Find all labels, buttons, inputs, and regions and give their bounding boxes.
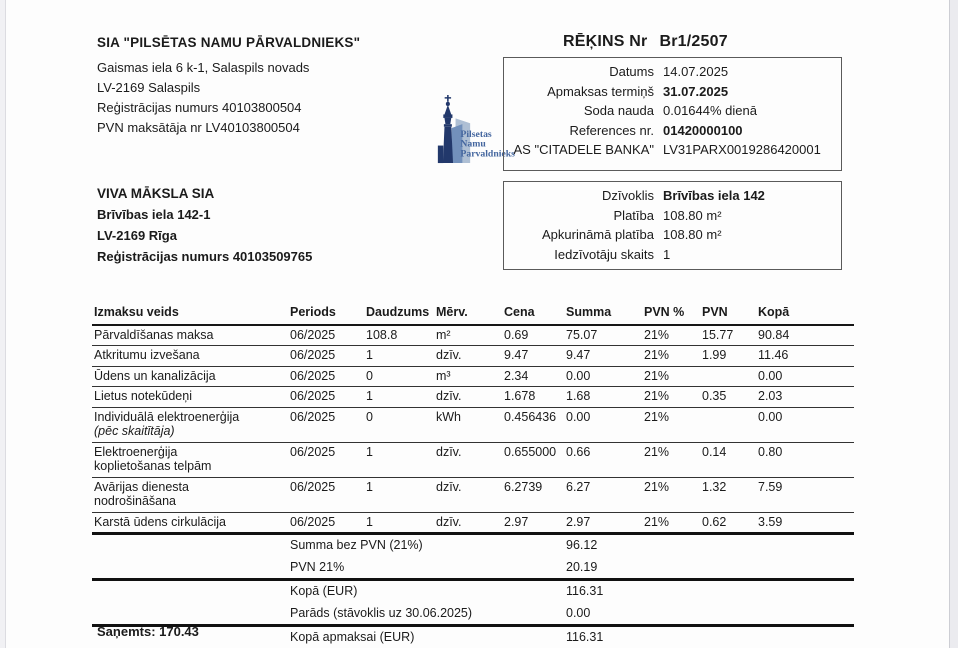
cell-qty: 1 <box>364 477 434 512</box>
table-row <box>92 407 854 442</box>
cell-cena: 2.34 <box>502 366 564 387</box>
charge-name: Karstā ūdens cirkulācija <box>94 514 227 529</box>
col-header-pvn: PVN <box>700 303 756 325</box>
charge-name: Atkritumu izvešana <box>94 348 200 362</box>
detail-value: LV31PARX0019286420001 <box>663 142 821 157</box>
cell-unit: dzīv. <box>434 387 502 408</box>
cell-unit: kWh <box>434 407 502 442</box>
cell-pvn: 1.32 <box>700 477 756 512</box>
customer-name: VIVA MĀKSLA SIA <box>97 186 215 201</box>
table-row <box>92 325 854 346</box>
cell-qty: 108.8 <box>364 325 434 346</box>
detail-row-date <box>504 62 833 82</box>
logo-text-line1: Pilsetas <box>460 128 492 140</box>
total-row-kopa <box>92 580 854 603</box>
charge-name: Avārijas dienesta <box>94 479 189 494</box>
supplier-address-line: Gaismas iela 6 k-1, Salaspils novads <box>97 60 310 75</box>
total-label: Kopā apmaksai (EUR) <box>288 626 564 648</box>
cell-pvn: 1.99 <box>700 346 756 367</box>
cell-kopa: 0.00 <box>756 407 854 442</box>
cell-periods: 06/2025 <box>288 366 364 387</box>
total-value: 20.19 <box>566 559 598 574</box>
cell-cena: 6.2739 <box>502 477 564 512</box>
cell-pvn-pct: 21% <box>642 387 700 408</box>
total-label: PVN 21% <box>290 559 345 574</box>
total-row-payable <box>92 626 854 648</box>
cell-summa: 0.00 <box>564 407 642 442</box>
cell-summa: 75.07 <box>564 325 642 346</box>
supplier-name: SIA "PILSĒTAS NAMU PĀRVALDNIEKS" <box>97 35 361 50</box>
cell-kopa: 0.00 <box>756 366 854 387</box>
charge-name: Individuālā elektroenerģija <box>94 409 240 424</box>
cell-kopa: 2.03 <box>756 387 854 408</box>
cell-pvn-pct: 21% <box>642 366 700 387</box>
property-label: Iedzīvotāju skaits <box>554 246 654 262</box>
property-value: Brīvības iela 142 <box>663 188 765 203</box>
charge-name: Ūdens un kanalizācija <box>94 368 216 383</box>
cell-cena: 2.97 <box>502 512 564 534</box>
total-value: 116.31 <box>564 626 642 648</box>
cell-pvn: 0.14 <box>700 442 756 477</box>
total-label: Summa bez PVN (21%) <box>288 534 564 557</box>
cell-cena: 0.655000 <box>502 442 564 477</box>
cell-periods: 06/2025 <box>288 387 364 408</box>
total-row-debt <box>92 603 854 626</box>
cell-periods: 06/2025 <box>288 442 364 477</box>
cell-periods: 06/2025 <box>288 407 364 442</box>
invoice-number: Br1/2507 <box>659 33 728 50</box>
cell-cena: 0.69 <box>502 325 564 346</box>
col-header-daudzums: Daudzums <box>364 303 434 325</box>
property-row-heated-area <box>504 225 833 245</box>
detail-label: Apmaksas termiņš <box>547 83 654 99</box>
col-header-cena: Cena <box>502 303 564 325</box>
detail-label: Soda nauda <box>583 103 654 118</box>
col-header-periods: Periods <box>288 303 364 325</box>
scan-edge-left <box>0 0 6 648</box>
property-row-area <box>504 206 833 226</box>
cell-pvn-pct: 21% <box>642 407 700 442</box>
property-info-box <box>503 181 842 270</box>
cell-pvn-pct: 21% <box>642 346 700 367</box>
cell-pvn: 15.77 <box>700 325 756 346</box>
invoice-details-box <box>503 57 842 171</box>
total-value: 116.31 <box>564 580 642 603</box>
supplier-reg-number: Reģistrācijas numurs 40103800504 <box>97 100 302 115</box>
cell-unit: m² <box>434 325 502 346</box>
cell-periods: 06/2025 <box>288 325 364 346</box>
cell-kopa: 11.46 <box>756 346 854 367</box>
cell-summa: 0.66 <box>564 442 642 477</box>
detail-value: 01420000100 <box>663 122 743 138</box>
table-row <box>92 512 854 534</box>
total-value: 0.00 <box>566 605 591 620</box>
property-row-apartment <box>504 186 833 206</box>
detail-label: AS "CITADELE BANKA" <box>513 142 654 157</box>
cell-cena: 9.47 <box>502 346 564 367</box>
cell-qty: 1 <box>364 387 434 408</box>
table-row <box>92 477 854 512</box>
cell-unit: dzīv. <box>434 512 502 534</box>
cell-summa: 9.47 <box>564 346 642 367</box>
customer-address-line: Brīvības iela 142-1 <box>97 207 211 222</box>
cell-pvn-pct: 21% <box>642 512 700 534</box>
cell-kopa: 7.59 <box>756 477 854 512</box>
detail-label: Datums <box>609 64 654 79</box>
invoice-title <box>563 33 728 51</box>
cell-pvn <box>700 366 756 387</box>
table-row <box>92 442 854 477</box>
invoice-title-label: RĒĶINS Nr <box>563 33 648 50</box>
customer-address-line: LV-2169 Rīga <box>97 228 177 243</box>
cell-kopa: 3.59 <box>756 512 854 534</box>
cell-qty: 1 <box>364 442 434 477</box>
cell-pvn-pct: 21% <box>642 442 700 477</box>
logo-text-line2: Namu <box>460 138 486 150</box>
cell-pvn-pct: 21% <box>642 325 700 346</box>
cell-kopa: 0.80 <box>756 442 854 477</box>
customer-block <box>97 183 312 267</box>
property-label: Platība <box>613 207 654 223</box>
charge-name-line2: nodrošināšana <box>94 494 177 508</box>
cell-periods: 06/2025 <box>288 346 364 367</box>
cell-periods: 06/2025 <box>288 477 364 512</box>
detail-label: References nr. <box>569 122 654 138</box>
scan-edge-right <box>949 0 958 648</box>
col-header-izmaksu-veids: Izmaksu veids <box>92 303 288 325</box>
property-row-residents <box>504 245 833 265</box>
total-row-subtotal <box>92 534 854 557</box>
property-value: 108.80 m² <box>663 227 722 242</box>
logo-text-line3: Parvaldnieks <box>460 148 515 160</box>
table-header-row <box>92 303 854 325</box>
cell-unit: dzīv. <box>434 346 502 367</box>
detail-row-bank <box>504 140 833 160</box>
cell-summa: 1.68 <box>564 387 642 408</box>
total-label: Kopā (EUR) <box>288 580 564 603</box>
cell-qty: 0 <box>364 366 434 387</box>
cell-pvn: 0.62 <box>700 512 756 534</box>
detail-row-reference <box>504 121 833 141</box>
cell-qty: 0 <box>364 407 434 442</box>
cell-qty: 1 <box>364 346 434 367</box>
property-label: Apkurināmā platība <box>541 227 654 242</box>
cell-qty: 1 <box>364 512 434 534</box>
cell-pvn <box>700 407 756 442</box>
table-row <box>92 366 854 387</box>
col-header-pvn-pct: PVN % <box>642 303 700 325</box>
charge-name-line2: koplietošanas telpām <box>94 459 212 473</box>
cell-periods: 06/2025 <box>288 512 364 534</box>
detail-value: 0.01644% dienā <box>663 103 757 118</box>
cell-summa: 2.97 <box>564 512 642 534</box>
supplier-vat-number: PVN maksātāja nr LV40103800504 <box>97 120 300 135</box>
col-header-kopa: Kopā <box>756 303 854 325</box>
detail-value: 31.07.2025 <box>663 83 729 99</box>
property-label: Dzīvoklis <box>601 188 654 203</box>
cell-pvn: 0.35 <box>700 387 756 408</box>
detail-row-penalty <box>504 101 833 121</box>
charge-name-line2: (pēc skaitītāja) <box>94 424 175 438</box>
table-row <box>92 387 854 408</box>
cell-summa: 6.27 <box>564 477 642 512</box>
cell-kopa: 90.84 <box>756 325 854 346</box>
cell-unit: dzīv. <box>434 477 502 512</box>
cell-unit: m³ <box>434 366 502 387</box>
detail-row-due-date <box>504 82 833 102</box>
supplier-address-line: LV-2169 Salaspils <box>97 80 201 95</box>
cell-summa: 0.00 <box>564 366 642 387</box>
charges-table <box>92 303 854 648</box>
cell-pvn-pct: 21% <box>642 477 700 512</box>
cell-unit: dzīv. <box>434 442 502 477</box>
total-label: Parāds (stāvoklis uz 30.06.2025) <box>290 605 473 620</box>
charge-name: Lietus notekūdeņi <box>94 389 192 403</box>
supplier-block <box>97 33 360 138</box>
total-row-vat <box>92 557 854 580</box>
cell-cena: 1.678 <box>502 387 564 408</box>
customer-reg-number: Reģistrācijas numurs 40103509765 <box>97 249 313 264</box>
property-value: 1 <box>663 246 671 262</box>
col-header-summa: Summa <box>564 303 642 325</box>
cell-cena: 0.456436 <box>502 407 564 442</box>
received-amount: Saņemts: 170.43 <box>97 624 199 639</box>
property-value: 108.80 m² <box>663 207 722 223</box>
charge-name: Pārvaldīšanas maksa <box>94 327 214 342</box>
table-row <box>92 346 854 367</box>
total-value: 96.12 <box>564 534 642 557</box>
col-header-merv: Mērv. <box>434 303 502 325</box>
charge-name: Elektroenerģija <box>94 444 178 459</box>
detail-value: 14.07.2025 <box>663 64 729 79</box>
